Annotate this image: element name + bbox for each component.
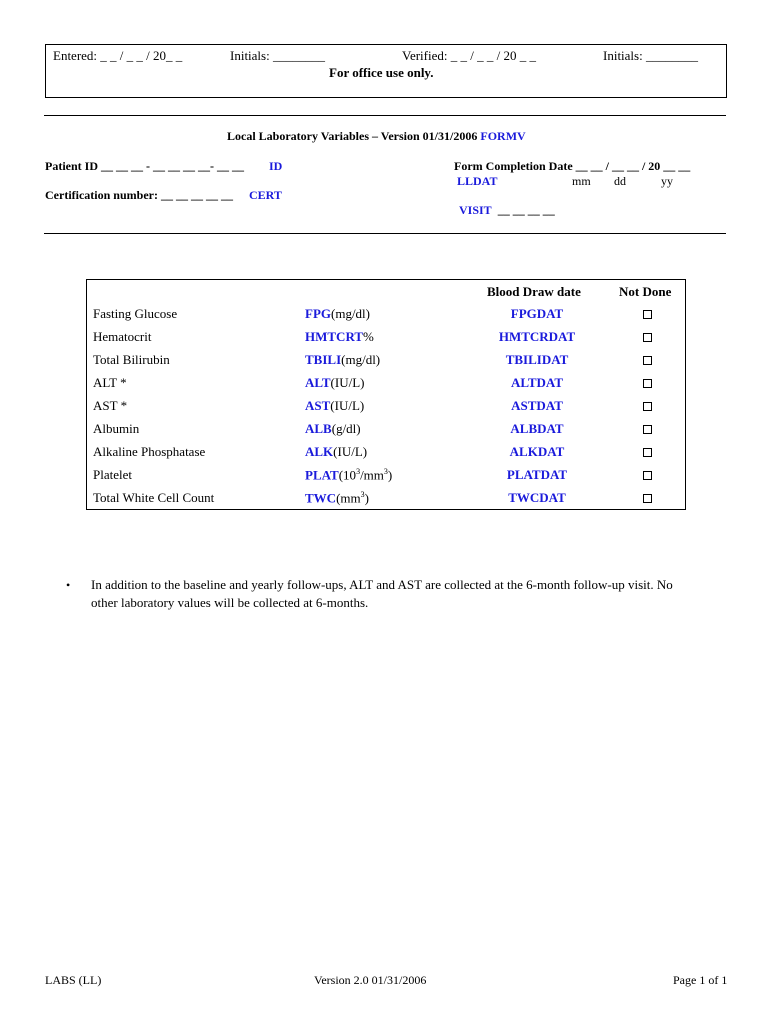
not-done-checkbox[interactable]: [643, 471, 652, 480]
note-line-2: other laboratory values will be collected at 6-months.: [91, 595, 369, 610]
lab-value-field[interactable]: [305, 467, 392, 483]
footer-version: Version 2.0 01/31/2006: [314, 973, 427, 987]
lab-unit: (10: [338, 467, 357, 483]
unit-superscript: 3: [356, 467, 361, 476]
column-header-blood-draw-date: Blood Draw date: [487, 284, 581, 299]
not-done-checkbox[interactable]: [643, 494, 652, 503]
not-done-checkbox[interactable]: [643, 425, 652, 434]
lab-variable-code: PLAT: [305, 467, 339, 483]
lab-variable-code: ALT: [305, 375, 331, 390]
blood-draw-date-field[interactable]: HMTCRDAT: [498, 329, 576, 344]
form-date-code: LLDAT: [457, 174, 498, 188]
lab-variable-code: ALB: [305, 421, 332, 436]
not-done-checkbox[interactable]: [643, 310, 652, 319]
footer-page-number: Page 1 of 1: [673, 973, 728, 987]
lab-unit-tail: /mm: [360, 467, 384, 483]
blood-draw-date-field[interactable]: TWCDAT: [508, 490, 566, 505]
month-label: mm: [572, 174, 591, 188]
form-title: [227, 129, 526, 144]
lab-unit-end: ): [387, 467, 393, 483]
lab-test-name: AST *: [93, 398, 128, 413]
not-done-checkbox[interactable]: [643, 356, 652, 365]
column-header-not-done: Not Done: [619, 284, 672, 299]
form-completion-date-field[interactable]: Form Completion Date __ __ / __ __ / 20 __ __: [454, 159, 691, 173]
patient-id-code: ID: [269, 159, 283, 173]
lab-unit: (mm: [336, 490, 361, 506]
note-line-1: In addition to the baseline and yearly follow-ups, ALT and AST are collected at the 6-month follow-up visit. No: [91, 577, 673, 592]
blood-draw-date-field[interactable]: ASTDAT: [511, 398, 563, 413]
not-done-checkbox[interactable]: [643, 448, 652, 457]
lab-value-field[interactable]: [305, 490, 369, 506]
lab-test-name: Hematocrit: [93, 329, 152, 344]
certification-number-field[interactable]: Certification number: __ __ __ __ __: [45, 188, 233, 202]
unit-superscript: 3: [383, 467, 388, 476]
lab-variable-code: TBILI: [305, 352, 342, 367]
blood-draw-date-field[interactable]: PLATDAT: [506, 467, 568, 482]
lab-variable-code: TWC: [305, 490, 337, 506]
blood-draw-date-field[interactable]: ALTDAT: [510, 375, 564, 390]
not-done-checkbox[interactable]: [643, 333, 652, 342]
lab-test-name: Total Bilirubin: [93, 352, 170, 367]
visit-code: VISIT: [459, 203, 492, 217]
lab-value-field[interactable]: [305, 329, 374, 345]
lab-value-field[interactable]: [305, 398, 364, 414]
patient-id-field[interactable]: [45, 159, 244, 174]
form-title-text: Local Laboratory Variables – Version 01/31/2006: [227, 129, 481, 143]
lab-value-field[interactable]: [305, 306, 370, 322]
office-use-note: For office use only.: [329, 65, 434, 80]
lab-variable-code: AST: [305, 398, 331, 413]
year-label: yy: [661, 174, 673, 188]
lab-variable-code: FPG: [305, 306, 331, 321]
divider-top: [44, 115, 726, 116]
initials-field-1[interactable]: Initials: ________: [230, 48, 325, 63]
lab-variable-code: ALK: [305, 444, 334, 459]
lab-unit: (IU/L): [330, 398, 365, 413]
visit-field[interactable]: [459, 203, 555, 218]
entered-date-field[interactable]: Entered: _ _ / _ _ / 20_ _: [53, 48, 183, 63]
initials-field-2[interactable]: Initials: ________: [603, 48, 698, 63]
lab-unit: (mg/dl): [341, 352, 381, 367]
lab-test-name: Fasting Glucose: [93, 306, 178, 321]
lab-unit: (mg/dl): [331, 306, 370, 321]
lab-test-name: Alkaline Phosphatase: [93, 444, 206, 459]
form-version-code: FORMV: [480, 129, 526, 143]
lab-variable-code: HMTCRT: [305, 329, 364, 344]
lab-unit: (IU/L): [330, 375, 365, 390]
visit-blanks: __ __ __ __: [497, 203, 555, 217]
lab-value-field[interactable]: [305, 375, 364, 391]
not-done-checkbox[interactable]: [643, 402, 652, 411]
lab-unit-end: ): [364, 490, 369, 506]
lab-test-name: Albumin: [93, 421, 140, 436]
patient-id-label: Patient ID __ __ __ - __ __ __ __- __ __: [45, 159, 244, 173]
lab-test-name: ALT *: [93, 375, 127, 390]
lab-test-name: Platelet: [93, 467, 132, 482]
footer-form-id: LABS (LL): [45, 973, 102, 987]
lab-unit: %: [363, 329, 374, 344]
blood-draw-date-field[interactable]: ALKDAT: [509, 444, 565, 459]
certification-code: CERT: [249, 188, 282, 202]
divider-bottom: [44, 233, 726, 234]
day-label: dd: [614, 174, 626, 188]
blood-draw-date-field[interactable]: TBILIDAT: [505, 352, 569, 367]
unit-superscript: 3: [360, 490, 365, 499]
blood-draw-date-field[interactable]: ALBDAT: [510, 421, 564, 436]
lab-unit: (g/dl): [331, 421, 361, 436]
lab-unit: (IU/L): [333, 444, 368, 459]
verified-date-field[interactable]: Verified: _ _ / _ _ / 20 _ _: [402, 48, 536, 63]
not-done-checkbox[interactable]: [643, 379, 652, 388]
lab-test-name: Total White Cell Count: [93, 490, 215, 505]
bullet-icon: •: [66, 578, 71, 592]
blood-draw-date-field[interactable]: FPGDAT: [510, 306, 564, 321]
lab-value-field[interactable]: [305, 444, 367, 460]
lab-value-field[interactable]: [305, 352, 380, 368]
lab-value-field[interactable]: [305, 421, 361, 437]
